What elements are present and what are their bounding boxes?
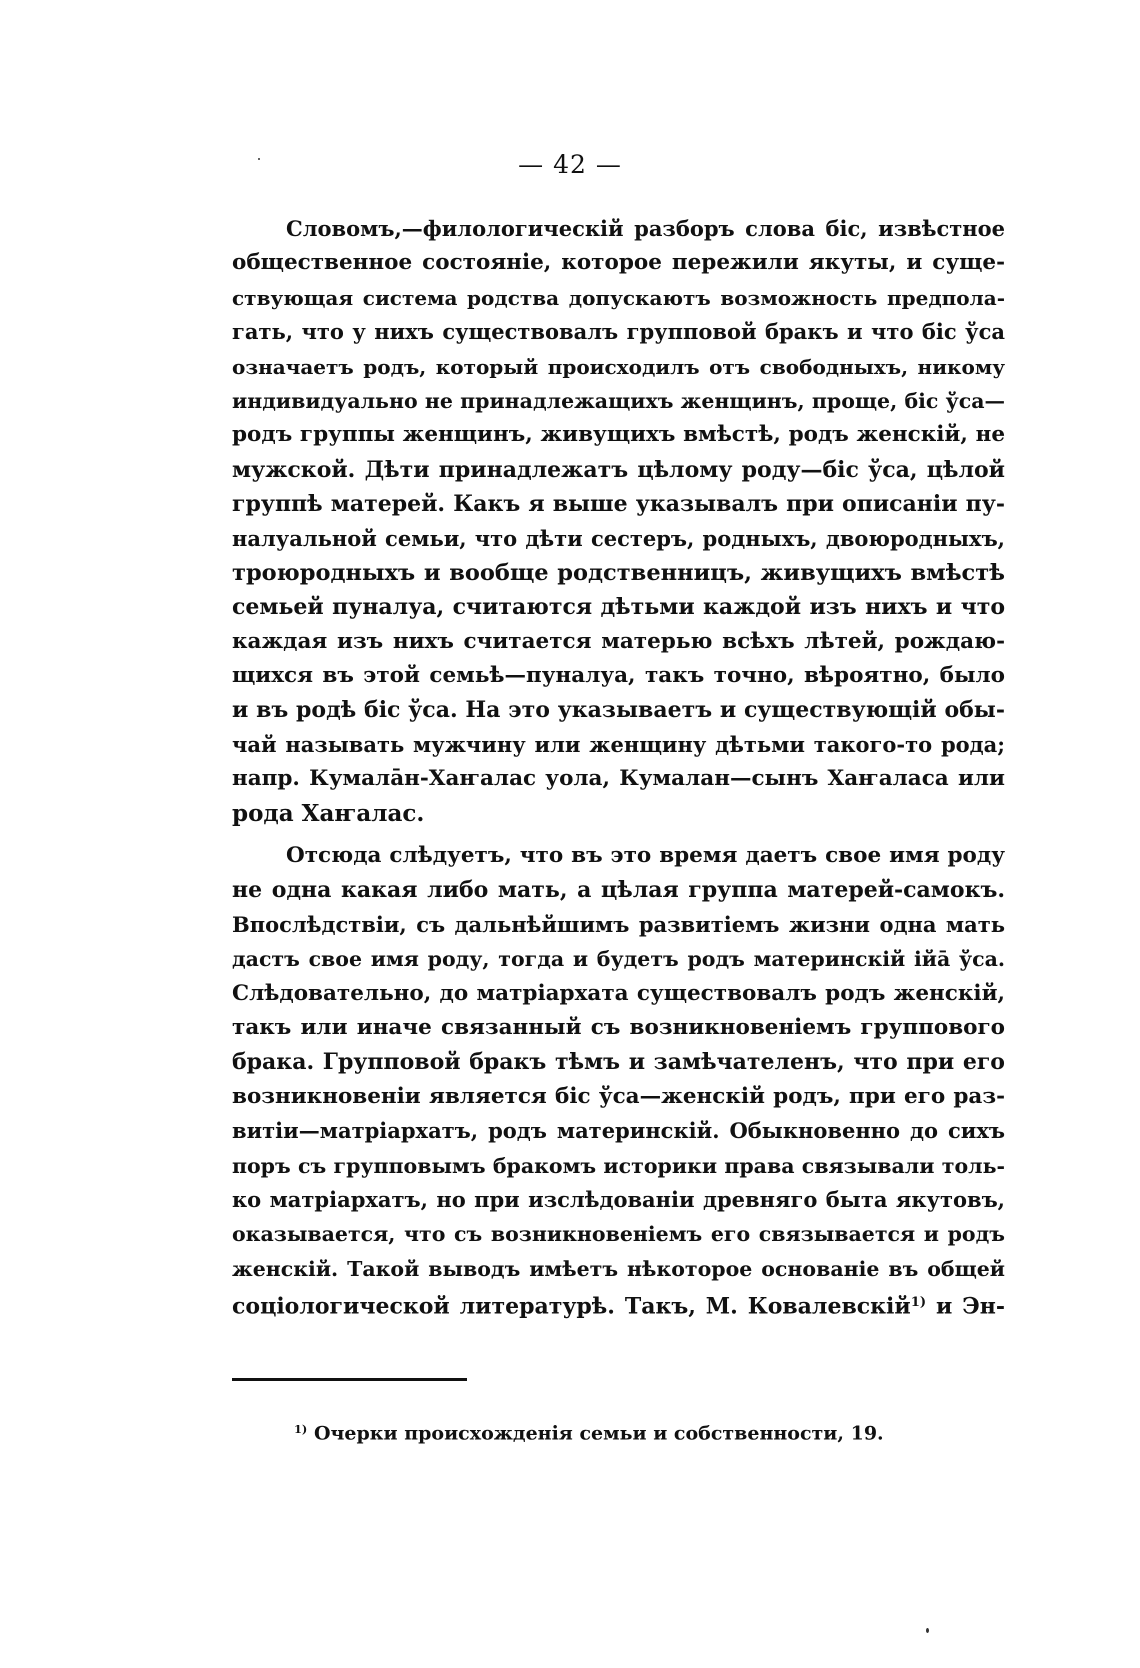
paragraph-spacer	[232, 831, 1005, 839]
paragraph-1	[232, 212, 1005, 831]
text-line: щихся въ этой семьѣ—пуналуа, такъ точно, вѣроятно, было	[232, 663, 1005, 689]
text-line: означаетъ родъ, который происходилъ отъ свободныхъ, никому	[232, 354, 1005, 379]
text-line-with-footnote-ref	[232, 1286, 1005, 1320]
text-line: группѣ матерей. Какъ я выше указывалъ при описаніи пу-	[232, 491, 1005, 518]
text-line: поръ съ групповымъ бракомъ историки права связывали толь-	[232, 1153, 1005, 1178]
text-line: троюродныхъ и вообще родственницъ, живущихъ вмѣстѣ	[232, 559, 1005, 586]
text-line: гать, что у нихъ существовалъ групповой бракъ и что біс ўса	[232, 319, 1005, 345]
text-line-part: соціологической литературѣ. Такъ, М. Ковалевскій	[232, 1293, 911, 1320]
paragraph-2	[232, 839, 1005, 1320]
text-line-part: и Эн-	[936, 1293, 1005, 1320]
page-number: — 42 —	[518, 150, 622, 179]
text-line: такъ или иначе связанный съ возникновеніемъ группового	[232, 1014, 1005, 1040]
footnote	[294, 1422, 884, 1444]
text-line: родъ группы женщинъ, живущихъ вмѣстѣ, родъ женскій, не	[232, 422, 1005, 448]
text-line: Слѣдовательно, до матріархата существовалъ родъ женскій,	[232, 980, 1005, 1006]
text-line: Отсюда слѣдуетъ, что въ это время даетъ свое имя роду	[286, 843, 1005, 869]
footnote-reference: 1)	[910, 1295, 927, 1311]
text-line: Впослѣдствіи, съ дальнѣйшимъ развитіемъ жизни одна мать	[232, 911, 1005, 937]
scan-speck	[926, 1628, 929, 1633]
body-text	[232, 212, 1005, 1321]
footnote-divider	[232, 1378, 467, 1381]
text-line: ствующая система родства допускаютъ возможность предпола-	[232, 285, 1005, 310]
footnote-text: Очерки происхожденія семьи и собственности, 19.	[313, 1422, 884, 1445]
text-line: дастъ свое имя роду, тогда и будетъ родъ материнскій ійā ўса.	[232, 947, 1005, 972]
text-line: напр. Кумалāн-Хаҥалас уола, Кумалан—сынъ Хаҥаласа или	[232, 766, 1005, 792]
text-line: каждая изъ нихъ считается матерью всѣхъ лѣтей, рождаю-	[232, 628, 1005, 654]
text-line: мужской. Дѣти принадлежатъ цѣлому роду—біс ўса, цѣлой	[232, 456, 1005, 483]
text-line: чай называть мужчину или женщину дѣтьми такого-то рода;	[232, 731, 1005, 757]
text-line: возникновеніи является біс ўса—женскій родъ, при его раз-	[232, 1083, 1005, 1109]
text-line: и въ родѣ біс ўса. На это указываетъ и существующій обы-	[232, 697, 1005, 724]
footnote-marker: 1)	[294, 1422, 308, 1436]
text-line: женскій. Такой выводъ имѣетъ нѣкоторое основаніе въ общей	[232, 1256, 1005, 1281]
text-line: индивидуально не принадлежащихъ женщинъ, проще, біс ўса—	[232, 388, 1005, 413]
text-line: оказывается, что съ возникновеніемъ его связывается и родъ	[232, 1222, 1005, 1247]
text-line: семьей пуналуа, считаются дѣтьми каждой изъ нихъ и что	[232, 594, 1005, 621]
text-line: брака. Групповой бракъ тѣмъ и замѣчателенъ, что при его	[232, 1049, 1005, 1076]
scan-speck	[258, 158, 260, 160]
text-line: не одна какая либо мать, а цѣлая группа матерей-самокъ.	[232, 877, 1005, 904]
text-line: общественное состояніе, которое пережили якуты, и суще-	[232, 250, 1005, 276]
text-line: рода Хаҥалас.	[232, 799, 425, 827]
text-line: ко матріархатъ, но при изслѣдованіи древняго быта якутовъ,	[232, 1186, 1005, 1212]
text-line: витіи—матріархатъ, родъ материнскій. Обыкновенно до сихъ	[232, 1118, 1005, 1144]
text-line: Словомъ,—филологическій разборъ слова біс, извѣстное	[286, 216, 1005, 241]
text-line: налуальной семьи, что дѣти сестеръ, родныхъ, двоюродныхъ,	[232, 525, 1005, 551]
